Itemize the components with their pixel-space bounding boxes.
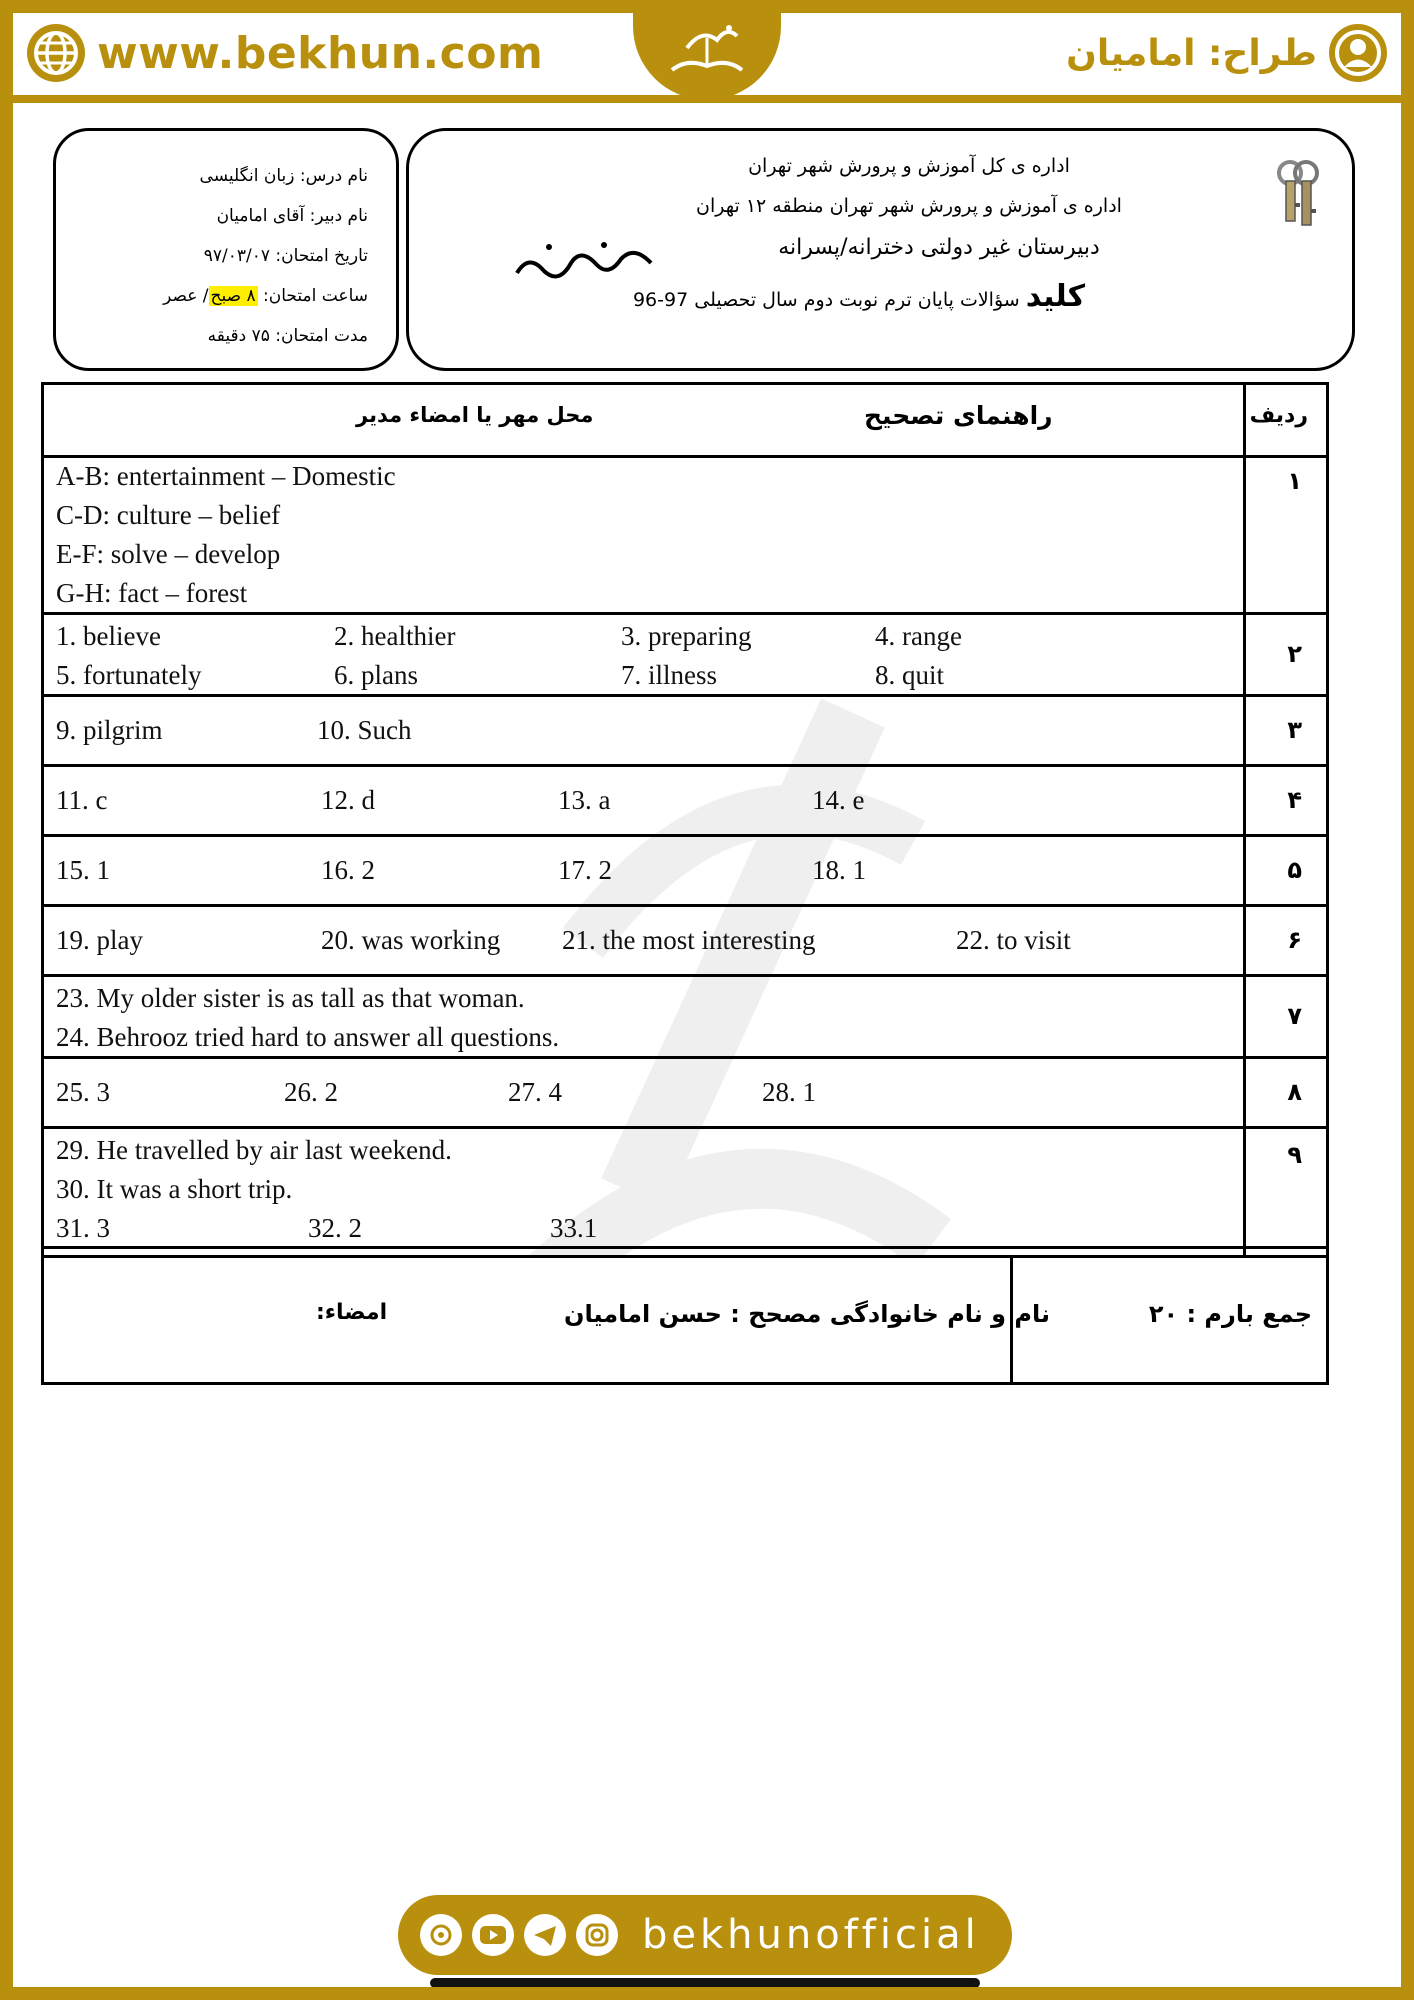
- answer-item: 13. a: [558, 785, 611, 815]
- keys-icon: [1272, 159, 1324, 235]
- time-highlight: ۸ صبح: [210, 286, 256, 306]
- answer-item: 1. believe: [56, 621, 161, 651]
- answer-item: 5. fortunately: [56, 660, 202, 690]
- row-number: ۹: [1287, 1141, 1302, 1169]
- answer-item: 17. 2: [558, 855, 612, 885]
- table-row: [44, 1129, 1326, 1249]
- answer-item: 16. 2: [321, 855, 375, 885]
- answer-item: 26. 2: [284, 1077, 338, 1107]
- answer-line: C-D: culture – belief: [56, 500, 281, 530]
- book-logo-icon: [657, 18, 757, 88]
- school-line: دبیرستان غیر دولتی دخترانه/پسرانه: [778, 235, 1100, 260]
- table-row: [44, 455, 1326, 615]
- table-row: [44, 1059, 1326, 1129]
- date-line: تاریخ امتحان: ۹۷/۰۳/۰۷: [203, 246, 368, 266]
- answer-item: 3. preparing: [621, 621, 752, 651]
- designer-name: طراح: امامیان: [1066, 32, 1317, 74]
- top-banner: [13, 13, 1401, 103]
- time-line: ساعت امتحان: ۸ صبح/ عصر: [163, 286, 368, 306]
- podcast-icon[interactable]: [420, 1914, 462, 1956]
- answer-item: 21. the most interesting: [562, 925, 816, 955]
- table-header: [44, 385, 1326, 458]
- answer-item: 15. 1: [56, 855, 110, 885]
- answer-item: 31. 3: [56, 1213, 110, 1243]
- table-footer: [44, 1255, 1326, 1382]
- table-row: [44, 697, 1326, 767]
- user-avatar-icon: [1329, 24, 1387, 82]
- row-number: ۲: [1287, 640, 1302, 668]
- subject-line: نام درس: زبان انگلیسی: [199, 166, 368, 186]
- header-guide: راهنمای تصحیح: [864, 401, 1053, 430]
- row-number: ۷: [1287, 1002, 1302, 1030]
- answer-item: 10. Such: [317, 715, 412, 745]
- office-header-box: [406, 128, 1355, 371]
- row-number: ۱: [1287, 467, 1302, 495]
- answer-key-table: [41, 382, 1329, 1385]
- office-line-1: اداره ی کل آموزش و پرورش شهر تهران: [748, 155, 1070, 177]
- table-row: [44, 837, 1326, 907]
- teacher-line: نام دبیر: آقای امامیان: [216, 206, 368, 226]
- answer-item: 22. to visit: [956, 925, 1071, 955]
- table-row: [44, 977, 1326, 1059]
- answer-item: 18. 1: [812, 855, 866, 885]
- instagram-icon[interactable]: [576, 1914, 618, 1956]
- answer-item: 14. e: [812, 785, 865, 815]
- bekhun-logo: [633, 13, 781, 100]
- website-text: www.bekhun.com: [97, 27, 544, 79]
- exam-title: کلید سؤالات پایان ترم نوبت دوم سال تحصیلی 97-96: [632, 279, 1086, 314]
- designer-credit: [1066, 23, 1387, 83]
- answer-item: 2. healthier: [334, 621, 456, 651]
- answer-item: 28. 1: [762, 1077, 816, 1107]
- answer-item: 12. d: [321, 785, 375, 815]
- shadow-bar: [430, 1978, 980, 1987]
- signature-label: امضاء:: [316, 1300, 388, 1325]
- row-number: ۵: [1287, 856, 1302, 884]
- answer-line: G-H: fact – forest: [56, 578, 248, 608]
- page: [13, 13, 1401, 1987]
- corrector-name: نام و نام خانوادگی مصحح : حسن امامیان: [564, 1300, 1051, 1328]
- header-row-number: ردیف: [1249, 403, 1308, 428]
- answer-line: 29. He travelled by air last weekend.: [56, 1135, 452, 1165]
- answer-item: 33.1: [550, 1213, 598, 1243]
- social-handle: bekhunofficial: [642, 1912, 980, 1958]
- header-stamp: محل مهر یا امضاء مدیر: [356, 403, 594, 427]
- telegram-icon[interactable]: [524, 1914, 566, 1956]
- answer-item: 11. c: [56, 785, 108, 815]
- globe-icon: [27, 24, 85, 82]
- social-bar[interactable]: [398, 1895, 1012, 1975]
- answer-item: 32. 2: [308, 1213, 362, 1243]
- answer-item: 6. plans: [334, 660, 418, 690]
- key-label: کلید: [1025, 279, 1086, 314]
- answer-item: 7. illness: [621, 660, 718, 690]
- total-score: جمع بارم : ۲۰: [1148, 1300, 1312, 1328]
- answer-item: 4. range: [875, 621, 962, 651]
- answer-item: 25. 3: [56, 1077, 110, 1107]
- answer-line: 30. It was a short trip.: [56, 1174, 293, 1204]
- answer-item: 19. play: [56, 925, 143, 955]
- youtube-icon[interactable]: [472, 1914, 514, 1956]
- duration-line: مدت امتحان: ۷۵ دقیقه: [207, 326, 368, 346]
- row-number: ۶: [1287, 926, 1302, 954]
- answer-line: 23. My older sister is as tall as that woman.: [56, 983, 525, 1013]
- answer-item: 9. pilgrim: [56, 715, 163, 745]
- answer-line: 24. Behrooz tried hard to answer all questions.: [56, 1022, 560, 1052]
- table-row: [44, 767, 1326, 837]
- website-link[interactable]: [27, 23, 543, 83]
- row-number: ۴: [1287, 786, 1302, 814]
- office-line-2: اداره ی آموزش و پرورش شهر تهران منطقه ۱۲ تهران: [696, 195, 1122, 217]
- table-row: [44, 907, 1326, 977]
- row-number: ۳: [1287, 716, 1302, 744]
- answer-line: E-F: solve – develop: [56, 539, 281, 569]
- answer-item: 8. quit: [875, 660, 945, 690]
- exam-info-box: [53, 128, 399, 371]
- answer-item: 27. 4: [508, 1077, 562, 1107]
- table-row: [44, 615, 1326, 697]
- answer-item: 20. was working: [321, 925, 501, 955]
- row-number: ۸: [1287, 1078, 1302, 1106]
- answer-line: A-B: entertainment – Domestic: [56, 461, 396, 491]
